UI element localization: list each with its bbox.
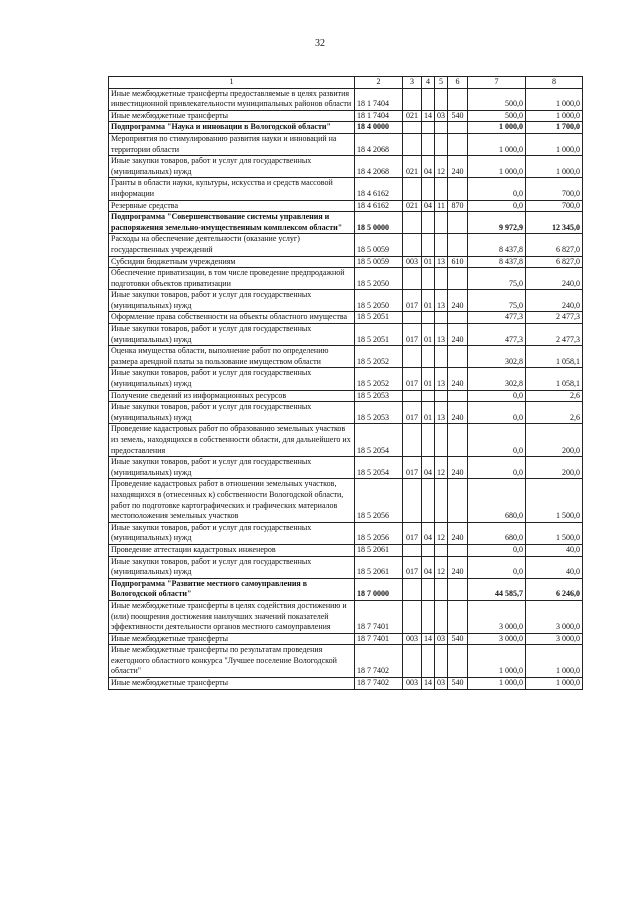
subsection-cell [435,390,448,402]
expense-type-cell [448,645,468,678]
ministry-code-cell [403,212,422,234]
section-cell [422,122,435,134]
target-article-cell: 18 4 6162 [355,178,403,200]
ministry-code-cell: 021 [403,156,422,178]
amount-year2-cell: 2 477,3 [526,312,583,324]
subsection-cell: 12 [435,457,448,479]
table-body [109,88,583,689]
amount-year1-cell: 8 437,8 [468,256,526,268]
amount-year2-cell: 1 000,0 [526,678,583,690]
column-header: 5 [435,77,448,89]
subsection-cell: 13 [435,256,448,268]
amount-year1-cell: 0,0 [468,178,526,200]
column-header: 8 [526,77,583,89]
row-name-cell: Обеспечение приватизации, в том числе проведение предпродажной подготовки объектов приватизации [109,268,355,290]
amount-year2-cell: 1 000,0 [526,88,583,110]
table-row [109,88,583,110]
subsection-cell [435,234,448,256]
ministry-code-cell [403,424,422,457]
amount-year2-cell: 3 000,0 [526,600,583,633]
amount-year2-cell: 240,0 [526,290,583,312]
row-name-cell: Гранты в области науки, культуры, искусства и средств массовой информации [109,178,355,200]
subsection-cell [435,346,448,368]
table-row [109,578,583,600]
table-row [109,633,583,645]
target-article-cell: 18 7 7401 [355,600,403,633]
row-name-cell: Иные межбюджетные трансферты [109,633,355,645]
amount-year2-cell: 2,6 [526,402,583,424]
amount-year1-cell: 3 000,0 [468,600,526,633]
section-cell [422,234,435,256]
table-row [109,200,583,212]
row-name-cell: Субсидии бюджетным учреждениям [109,256,355,268]
amount-year2-cell: 1 058,1 [526,368,583,390]
target-article-cell: 18 5 2054 [355,424,403,457]
table-row [109,645,583,678]
subsection-cell [435,178,448,200]
section-cell: 04 [422,556,435,578]
ministry-code-cell [403,88,422,110]
ministry-code-cell [403,122,422,134]
amount-year2-cell: 240,0 [526,268,583,290]
amount-year2-cell: 1 700,0 [526,122,583,134]
amount-year1-cell: 500,0 [468,88,526,110]
ministry-code-cell: 017 [403,324,422,346]
target-article-cell: 18 4 6162 [355,200,403,212]
table-row [109,479,583,522]
row-name-cell: Резервные средства [109,200,355,212]
section-cell [422,645,435,678]
amount-year1-cell: 75,0 [468,268,526,290]
ministry-code-cell: 003 [403,256,422,268]
subsection-cell [435,133,448,155]
row-name-cell: Проведение кадастровых работ в отношении земельных участков, находящихся в (отнесенных к) собственности Вологодской области, работ по подготовке картографических и графических материалов местоположения земельных участков [109,479,355,522]
amount-year1-cell: 0,0 [468,544,526,556]
section-cell [422,268,435,290]
column-header: 2 [355,77,403,89]
row-name-cell: Иные закупки товаров, работ и услуг для государственных (муниципальных) нужд [109,290,355,312]
ministry-code-cell: 017 [403,290,422,312]
expense-type-cell: 240 [448,368,468,390]
subsection-cell [435,212,448,234]
amount-year2-cell: 12 345,0 [526,212,583,234]
row-name-cell: Получение сведений из информационных ресурсов [109,390,355,402]
table-row [109,212,583,234]
expense-type-cell [448,479,468,522]
row-name-cell: Иные закупки товаров, работ и услуг для государственных (муниципальных) нужд [109,156,355,178]
row-name-cell: Мероприятия по стимулированию развития науки и инноваций на территории области [109,133,355,155]
expense-type-cell [448,600,468,633]
expense-type-cell: 240 [448,156,468,178]
subsection-cell [435,600,448,633]
expense-type-cell: 870 [448,200,468,212]
subsection-cell [435,424,448,457]
table-row [109,156,583,178]
target-article-cell: 18 5 2053 [355,402,403,424]
ministry-code-cell: 017 [403,522,422,544]
table-row [109,457,583,479]
expense-type-cell [448,122,468,134]
expense-type-cell [448,234,468,256]
amount-year2-cell: 40,0 [526,556,583,578]
target-article-cell: 18 5 2056 [355,522,403,544]
table-row [109,110,583,122]
row-name-cell: Подпрограмма "Развитие местного самоуправления в Вологодской области" [109,578,355,600]
table-row [109,324,583,346]
expense-type-cell [448,544,468,556]
subsection-cell: 03 [435,633,448,645]
amount-year2-cell: 1 000,0 [526,133,583,155]
ministry-code-cell [403,600,422,633]
target-article-cell: 18 7 7401 [355,633,403,645]
section-cell [422,424,435,457]
section-cell [422,544,435,556]
section-cell [422,390,435,402]
subsection-cell: 12 [435,556,448,578]
expense-type-cell [448,312,468,324]
ministry-code-cell: 017 [403,556,422,578]
expense-type-cell [448,178,468,200]
section-cell: 04 [422,457,435,479]
table-row [109,424,583,457]
subsection-cell: 13 [435,368,448,390]
table-row [109,556,583,578]
amount-year2-cell: 1 500,0 [526,479,583,522]
subsection-cell [435,645,448,678]
target-article-cell: 18 5 2051 [355,324,403,346]
section-cell [422,88,435,110]
expense-type-cell: 240 [448,522,468,544]
table-row [109,402,583,424]
target-article-cell: 18 5 0000 [355,212,403,234]
amount-year2-cell: 6 246,0 [526,578,583,600]
target-article-cell: 18 5 2061 [355,556,403,578]
table-row [109,178,583,200]
budget-table [108,76,583,690]
amount-year1-cell: 9 972,9 [468,212,526,234]
expense-type-cell: 540 [448,110,468,122]
section-cell [422,178,435,200]
row-name-cell: Оформление права собственности на объекты областного имущества [109,312,355,324]
table-row [109,312,583,324]
amount-year2-cell: 700,0 [526,200,583,212]
target-article-cell: 18 7 7402 [355,645,403,678]
subsection-cell [435,88,448,110]
section-cell: 01 [422,368,435,390]
amount-year1-cell: 680,0 [468,522,526,544]
ministry-code-cell: 021 [403,110,422,122]
subsection-cell [435,578,448,600]
section-cell: 01 [422,402,435,424]
ministry-code-cell [403,346,422,368]
table-row [109,522,583,544]
target-article-cell: 18 5 2052 [355,368,403,390]
section-cell: 01 [422,256,435,268]
section-cell [422,479,435,522]
section-cell: 04 [422,156,435,178]
amount-year1-cell: 0,0 [468,200,526,212]
subsection-cell: 13 [435,402,448,424]
expense-type-cell: 540 [448,633,468,645]
section-cell: 14 [422,678,435,690]
subsection-cell [435,312,448,324]
expense-type-cell: 240 [448,556,468,578]
expense-type-cell [448,390,468,402]
amount-year1-cell: 1 000,0 [468,156,526,178]
expense-type-cell [448,212,468,234]
subsection-cell: 13 [435,290,448,312]
row-name-cell: Расходы на обеспечение деятельности (оказание услуг) государственных учреждений [109,234,355,256]
amount-year2-cell: 40,0 [526,544,583,556]
target-article-cell: 18 5 2050 [355,290,403,312]
subsection-cell [435,122,448,134]
row-name-cell: Иные закупки товаров, работ и услуг для государственных (муниципальных) нужд [109,324,355,346]
target-article-cell: 18 5 2054 [355,457,403,479]
target-article-cell: 18 5 2051 [355,312,403,324]
section-cell: 01 [422,324,435,346]
row-name-cell: Оценка имущества области, выполнение работ по определению размера арендной платы за пользование имуществом области [109,346,355,368]
section-cell: 14 [422,110,435,122]
page-number: 32 [315,38,325,49]
target-article-cell: 18 4 2068 [355,156,403,178]
expense-type-cell: 240 [448,290,468,312]
ministry-code-cell: 003 [403,678,422,690]
target-article-cell: 18 5 2053 [355,390,403,402]
amount-year2-cell: 700,0 [526,178,583,200]
row-name-cell: Иные межбюджетные трансферты в целях содействия достижению и (или) поощрения достижения наилучших значений показателей эффективности деятельности органов местного самоуправления [109,600,355,633]
target-article-cell: 18 5 2061 [355,544,403,556]
amount-year1-cell: 477,3 [468,312,526,324]
amount-year1-cell: 0,0 [468,424,526,457]
expense-type-cell [448,133,468,155]
amount-year2-cell: 2,6 [526,390,583,402]
ministry-code-cell: 003 [403,633,422,645]
amount-year2-cell: 200,0 [526,457,583,479]
ministry-code-cell [403,234,422,256]
target-article-cell: 18 5 2050 [355,268,403,290]
column-header: 6 [448,77,468,89]
expense-type-cell: 540 [448,678,468,690]
target-article-cell: 18 5 2056 [355,479,403,522]
expense-type-cell: 240 [448,402,468,424]
row-name-cell: Иные межбюджетные трансферты предоставляемые в целях развития инвестиционной привлекательности муниципальных районов области [109,88,355,110]
ministry-code-cell [403,312,422,324]
row-name-cell: Иные закупки товаров, работ и услуг для государственных (муниципальных) нужд [109,556,355,578]
row-name-cell: Подпрограмма "Наука и инновации в Вологодской области" [109,122,355,134]
amount-year1-cell: 0,0 [468,390,526,402]
ministry-code-cell [403,479,422,522]
amount-year1-cell: 302,8 [468,368,526,390]
ministry-code-cell [403,178,422,200]
ministry-code-cell [403,645,422,678]
target-article-cell: 18 1 7404 [355,110,403,122]
subsection-cell: 03 [435,110,448,122]
amount-year2-cell: 1 000,0 [526,645,583,678]
amount-year1-cell: 477,3 [468,324,526,346]
subsection-cell [435,544,448,556]
ministry-code-cell [403,578,422,600]
expense-type-cell [448,88,468,110]
table-row [109,544,583,556]
section-cell [422,600,435,633]
subsection-cell [435,479,448,522]
column-header: 1 [109,77,355,89]
amount-year1-cell: 8 437,8 [468,234,526,256]
ministry-code-cell: 017 [403,457,422,479]
amount-year1-cell: 1 000,0 [468,133,526,155]
amount-year1-cell: 3 000,0 [468,633,526,645]
amount-year1-cell: 302,8 [468,346,526,368]
amount-year1-cell: 0,0 [468,402,526,424]
table-row [109,290,583,312]
table-row [109,678,583,690]
section-cell: 01 [422,290,435,312]
subsection-cell: 12 [435,156,448,178]
target-article-cell: 18 7 0000 [355,578,403,600]
expense-type-cell [448,424,468,457]
expense-type-cell [448,268,468,290]
section-cell [422,212,435,234]
ministry-code-cell [403,390,422,402]
table-row [109,368,583,390]
amount-year1-cell: 0,0 [468,457,526,479]
expense-type-cell: 240 [448,324,468,346]
amount-year2-cell: 1 500,0 [526,522,583,544]
subsection-cell: 13 [435,324,448,346]
row-name-cell: Иные межбюджетные трансферты [109,678,355,690]
target-article-cell: 18 5 0059 [355,234,403,256]
section-cell: 04 [422,522,435,544]
row-name-cell: Иные закупки товаров, работ и услуг для государственных (муниципальных) нужд [109,457,355,479]
expense-type-cell [448,578,468,600]
column-header: 7 [468,77,526,89]
amount-year1-cell: 0,0 [468,556,526,578]
amount-year1-cell: 1 000,0 [468,678,526,690]
ministry-code-cell: 021 [403,200,422,212]
amount-year1-cell: 500,0 [468,110,526,122]
section-cell [422,578,435,600]
section-cell [422,346,435,368]
table-row [109,133,583,155]
row-name-cell: Иные закупки товаров, работ и услуг для государственных (муниципальных) нужд [109,522,355,544]
amount-year1-cell: 680,0 [468,479,526,522]
amount-year1-cell: 1 000,0 [468,122,526,134]
target-article-cell: 18 7 7402 [355,678,403,690]
target-article-cell: 18 5 0059 [355,256,403,268]
table-row [109,122,583,134]
column-header: 4 [422,77,435,89]
section-cell [422,312,435,324]
amount-year2-cell: 6 827,0 [526,234,583,256]
ministry-code-cell: 017 [403,368,422,390]
row-name-cell: Проведение аттестации кадастровых инженеров [109,544,355,556]
row-name-cell: Иные межбюджетные трансферты [109,110,355,122]
row-name-cell: Иные закупки товаров, работ и услуг для государственных (муниципальных) нужд [109,402,355,424]
amount-year2-cell: 3 000,0 [526,633,583,645]
row-name-cell: Подпрограмма "Совершенствование системы управления и распоряжения земельно-имущественным комплексом области" [109,212,355,234]
amount-year1-cell: 44 585,7 [468,578,526,600]
table-row [109,256,583,268]
column-header: 3 [403,77,422,89]
subsection-cell: 11 [435,200,448,212]
amount-year2-cell: 2 477,3 [526,324,583,346]
header-row [109,77,583,89]
table-row [109,234,583,256]
section-cell: 04 [422,200,435,212]
amount-year2-cell: 1 000,0 [526,156,583,178]
amount-year1-cell: 75,0 [468,290,526,312]
section-cell [422,133,435,155]
subsection-cell: 03 [435,678,448,690]
subsection-cell: 12 [435,522,448,544]
target-article-cell: 18 5 2052 [355,346,403,368]
amount-year2-cell: 1 058,1 [526,346,583,368]
row-name-cell: Иные закупки товаров, работ и услуг для государственных (муниципальных) нужд [109,368,355,390]
subsection-cell [435,268,448,290]
ministry-code-cell: 017 [403,402,422,424]
expense-type-cell [448,346,468,368]
amount-year2-cell: 1 000,0 [526,110,583,122]
amount-year1-cell: 1 000,0 [468,645,526,678]
table-row [109,390,583,402]
expense-type-cell: 240 [448,457,468,479]
amount-year2-cell: 6 827,0 [526,256,583,268]
row-name-cell: Проведение кадастровых работ по образованию земельных участков из земель, находящихся в собственности области, для дальнейшего их предоставления [109,424,355,457]
row-name-cell: Иные межбюджетные трансферты по результатам проведения ежегодного областного конкурса "Лучшее поселение Вологодской области" [109,645,355,678]
table-row [109,346,583,368]
expense-type-cell: 610 [448,256,468,268]
ministry-code-cell [403,133,422,155]
target-article-cell: 18 4 0000 [355,122,403,134]
target-article-cell: 18 4 2068 [355,133,403,155]
table-row [109,268,583,290]
ministry-code-cell [403,544,422,556]
target-article-cell: 18 1 7404 [355,88,403,110]
amount-year2-cell: 200,0 [526,424,583,457]
ministry-code-cell [403,268,422,290]
table-row [109,600,583,633]
section-cell: 14 [422,633,435,645]
